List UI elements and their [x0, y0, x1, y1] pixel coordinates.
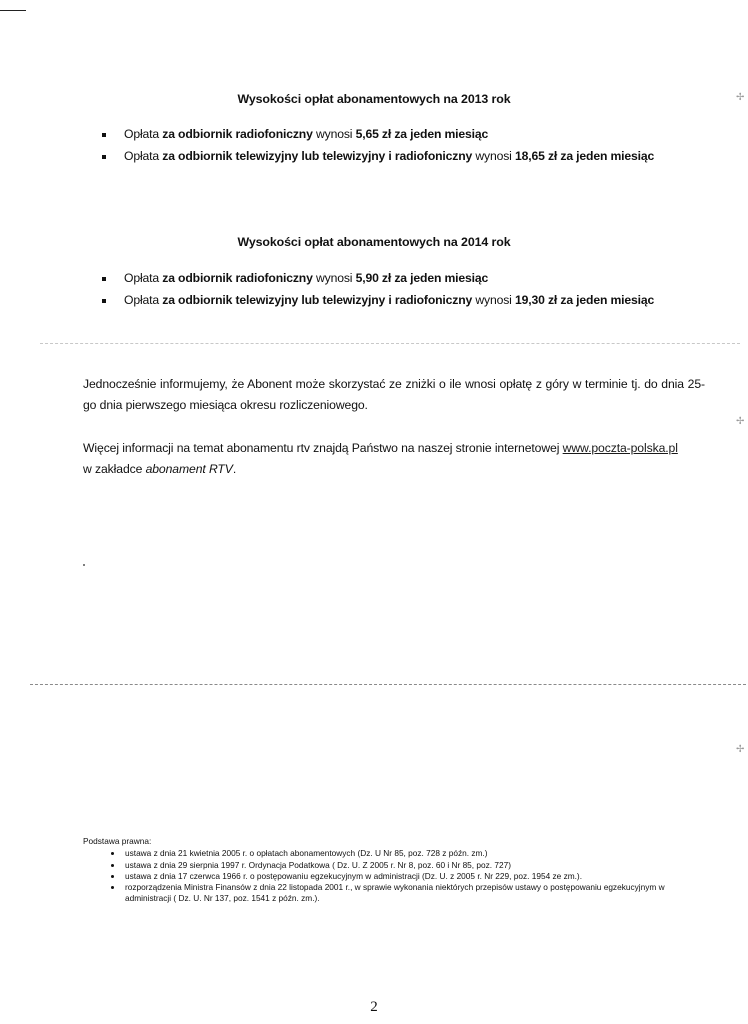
fee-prefix: Opłata — [124, 127, 163, 141]
legal-basis-list — [83, 848, 693, 904]
bullet-square-icon — [102, 155, 106, 159]
more-info-text: Więcej informacji na temat abonamentu rtv znajdą Państwo na naszej stronie internetowej — [83, 441, 563, 455]
bullet-square-icon — [102, 299, 106, 303]
legal-basis-item — [125, 848, 693, 859]
section-title-2014: Wysokości opłat abonamentowych na 2014 rok — [237, 235, 511, 249]
fee-mid: wynosi — [312, 271, 356, 285]
fee-prefix: Opłata — [124, 149, 163, 163]
bullet-dot-icon — [111, 886, 114, 889]
fee-mid: wynosi — [312, 127, 356, 141]
bullet-dot-icon — [111, 852, 114, 855]
fee-prefix: Opłata — [124, 271, 163, 285]
tab-text: w zakładce — [83, 462, 146, 476]
fee-prefix: Opłata — [124, 293, 163, 307]
fee-list-2013 — [102, 123, 654, 167]
website-link[interactable]: www.poczta-polska.pl — [562, 441, 678, 455]
section-title-2013: Wysokości opłat abonamentowych na 2013 rok — [237, 92, 511, 106]
scan-speck: ✢ — [736, 92, 745, 103]
fee-mid: wynosi — [472, 149, 515, 163]
page-number: 2 — [370, 999, 378, 1015]
fee-item-name: za odbiornik telewizyjny lub telewizyjny i radiofoniczny — [162, 149, 473, 163]
fee-mid: wynosi — [472, 293, 515, 307]
legal-basis-item — [125, 860, 693, 871]
tab-name: abonament RTV — [145, 462, 233, 476]
fee-item-name: za odbiornik radiofoniczny — [162, 271, 313, 285]
fee-item-name: za odbiornik telewizyjny lub telewizyjny i radiofoniczny — [162, 293, 473, 307]
fee-item-name: za odbiornik radiofoniczny — [162, 127, 313, 141]
legal-basis-item — [125, 882, 693, 905]
legal-basis-item-text: ustawa z dnia 29 sierpnia 1997 r. Ordynacja Podatkowa ( Dz. U. Z 2005 r. Nr 8, poz. 60 i Nr 85, poz. 727) — [125, 859, 512, 870]
fee-amount: 18,65 zł za jeden miesiąc — [514, 149, 655, 163]
fee-item-tv-2013 — [102, 145, 654, 167]
scan-speck: ✢ — [736, 416, 745, 427]
legal-basis — [83, 836, 693, 905]
tab-end: . — [232, 462, 237, 476]
bullet-square-icon — [102, 277, 106, 281]
more-info-paragraph — [83, 438, 705, 480]
fold-divider — [30, 684, 746, 685]
bullet-dot-icon — [111, 875, 114, 878]
fee-amount: 5,90 zł za jeden miesiąc — [355, 271, 489, 285]
discount-paragraph: Jednocześnie informujemy, że Abonent może skorzystać ze zniżki o ile wnosi opłatę z góry w terminie tj. do dnia 25-go dnia pierwszego miesiąca okresu rozliczeniowego. — [83, 377, 705, 412]
legal-basis-item-text: ustawa z dnia 17 czerwca 1966 r. o postępowaniu egzekucyjnym w administracji (Dz. U. z 2005 r. Nr 229, poz. 1954 ze zm.). — [125, 870, 583, 881]
fee-amount: 19,30 zł za jeden miesiąc — [514, 293, 655, 307]
faint-divider — [40, 343, 740, 344]
fee-item-tv-2014 — [102, 289, 654, 311]
fee-list-2014 — [102, 267, 654, 311]
legal-basis-item-text: ustawa z dnia 21 kwietnia 2005 r. o opłatach abonamentowych (Dz. U Nr 85, poz. 728 z późn. zm.) — [125, 848, 488, 859]
scan-dot — [83, 564, 85, 566]
scan-corner-mark — [0, 10, 26, 11]
fee-item-radio-2014 — [102, 267, 654, 289]
scan-speck: ✢ — [736, 744, 745, 755]
fee-amount: 5,65 zł za jeden miesiąc — [355, 127, 489, 141]
fee-item-radio-2013 — [102, 123, 654, 145]
bullet-dot-icon — [111, 864, 114, 867]
legal-basis-item-text: rozporządzenia Ministra Finansów z dnia 22 listopada 2001 r., w sprawie wykonania niektórych przepisów ustawy o postępowaniu egzekucyjnym w administracji ( Dz. U. Nr 137, poz. 1541 z późn. zm.). — [125, 882, 665, 904]
legal-basis-heading: Podstawa prawna: — [83, 836, 152, 846]
legal-basis-item — [125, 871, 693, 882]
bullet-square-icon — [102, 133, 106, 137]
